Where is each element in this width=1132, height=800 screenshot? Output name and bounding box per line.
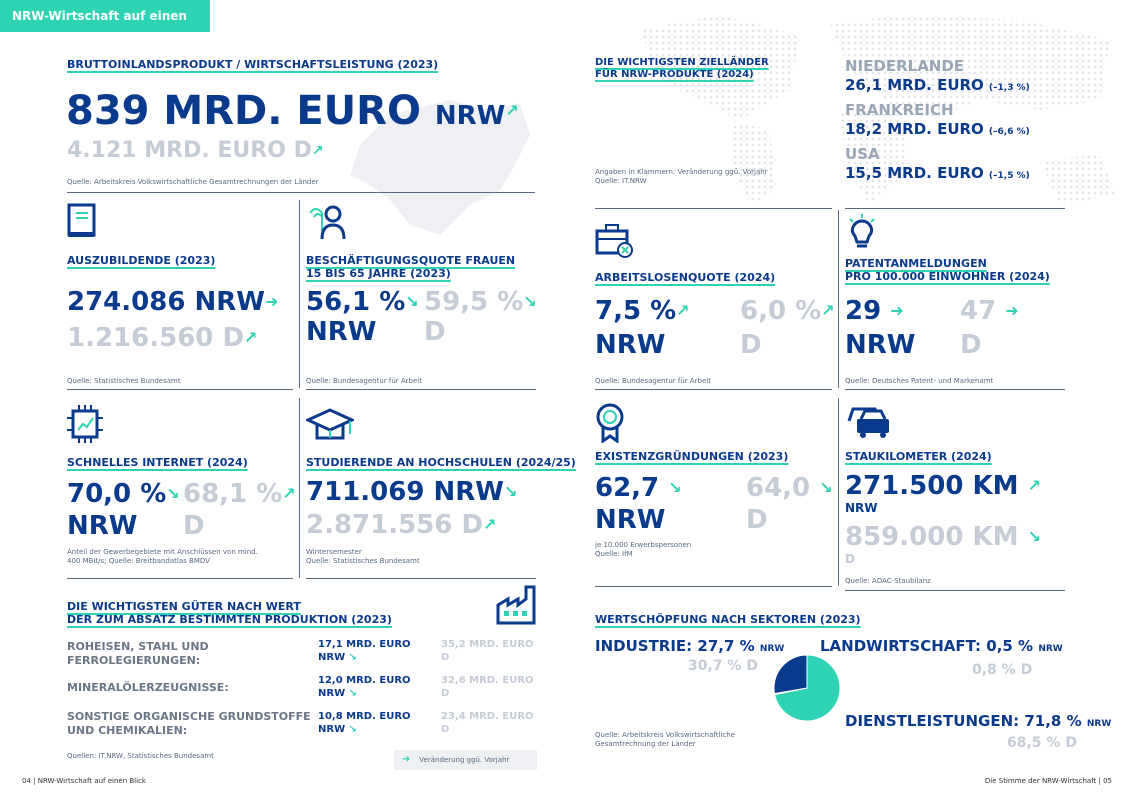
students-source: Wintersemester Quelle: Statistisches Bundesamt: [306, 548, 420, 565]
traffic-d-value: 859.000 KM ↘: [845, 522, 1041, 552]
briefcase-icon: [595, 223, 635, 259]
agri-label: LANDWIRTSCHAFT: 0,5 % NRW: [820, 637, 1063, 655]
badge-icon: [595, 403, 625, 443]
startups-source: je 10.000 Erwerbspersonen Quelle: IfM: [595, 541, 692, 558]
divider: [299, 200, 300, 388]
arrow-down-icon: ↘: [503, 482, 518, 501]
divider: [595, 208, 832, 209]
unemployment-source: Quelle: Bundesagentur für Arbeit: [595, 377, 711, 385]
divider: [838, 398, 839, 586]
sectors-pie-chart: [772, 653, 842, 723]
goods-title: DIE WICHTIGSTEN GÜTER NACH WERT DER ZUM ABSATZ BESTIMMTEN PRODUKTION (2023): [67, 600, 392, 626]
gdp-d-value: 4.121 MRD. EURO D↗: [67, 138, 324, 163]
startups-d-value: 64,0 ↘ D: [746, 473, 833, 535]
country-item: NIEDERLANDE 26,1 MRD. EURO (–1,3 %): [845, 57, 1030, 94]
unemployment-d-value: 6,0 %↗ D: [740, 296, 835, 360]
women-nrw-value: 56,1 %↘ NRW: [306, 287, 419, 347]
factory-icon: [496, 585, 538, 625]
traffic-d-label: D: [845, 552, 855, 566]
legend-box: ➜ Veränderung ggü. Vorjahr: [394, 750, 537, 770]
arrow-down-icon: ↘: [348, 724, 357, 735]
arrow-down-icon: ↘: [668, 478, 682, 497]
arrow-down-icon: ↘: [166, 484, 180, 503]
agri-d: 0,8 % D: [972, 662, 1033, 678]
country-name: NIEDERLANDE: [845, 57, 965, 75]
divider: [838, 210, 839, 388]
industry-d: 30,7 % D: [688, 658, 758, 674]
country-name: FRANKREICH: [845, 101, 954, 119]
gdp-nrw-value: 839 MRD. EURO NRW↗: [66, 88, 519, 134]
export-title: DIE WICHTIGSTEN ZIELLÄNDER FÜR NRW-PRODUKTE (2024): [595, 57, 769, 80]
apprentices-source: Quelle: Statistisches Bundesamt: [67, 377, 181, 385]
arrow-right-icon: ➜: [402, 754, 411, 765]
students-d-value: 2.871.556 D↗: [306, 510, 497, 540]
lightbulb-icon: [847, 214, 877, 252]
arrow-up-icon: ↗: [311, 143, 324, 159]
patents-d-value: 47 ➜ D: [960, 296, 1019, 360]
pie-slice-industrie: [774, 655, 807, 694]
unemployment-title: ARBEITSLOSENQUOTE (2024): [595, 271, 776, 284]
apprentices-d-value: 1.216.560 D↗: [67, 323, 258, 353]
chip-icon: [67, 405, 103, 443]
traffic-title: STAUKILOMETER (2024): [845, 450, 992, 463]
divider: [67, 192, 535, 193]
services-d: 68,5 % D: [1007, 735, 1077, 751]
women-source: Quelle: Bundesagentur für Arbeit: [306, 377, 422, 385]
traffic-nrw-value: 271.500 KM ↗: [845, 471, 1041, 501]
goods-source: Quellen: IT.NRW, Statistisches Bundesamt: [67, 752, 214, 760]
internet-source: Anteil der Gewerbegebiete mit Anschlüssen von mind. 400 MBit/s; Quelle: Breitbandatlas BMDV: [67, 548, 258, 565]
services-label: DIENSTLEISTUNGEN: 71,8 % NRW: [845, 712, 1112, 730]
goods-row-label: SONSTIGE ORGANISCHE GRUNDSTOFFE UND CHEMIKALIEN:: [67, 710, 311, 737]
apprentices-nrw-value: 274.086 NRW➜: [67, 287, 279, 317]
arrow-down-icon: ↘: [819, 478, 833, 497]
footer-right: Die Stimme der NRW-Wirtschaft | 05: [984, 777, 1112, 785]
divider: [306, 389, 536, 390]
divider: [67, 389, 293, 390]
gdp-title: BRUTTOINLANDSPRODUKT / WIRTSCHAFTSLEISTUNG (2023): [67, 58, 439, 71]
arrow-down-icon: ↘: [348, 652, 357, 663]
arrow-up-icon: ↗: [282, 484, 296, 503]
graduation-cap-icon: [306, 408, 354, 444]
arrow-up-icon: ↗: [244, 328, 258, 347]
internet-d-value: 68,1 %↗ D: [183, 479, 296, 541]
goods-row-nrw: 17,1 MRD. EURO NRW ↘: [318, 639, 411, 663]
arrow-up-icon: ↗: [1027, 476, 1041, 495]
sectors-source: Quelle: Arbeitskreis Volkswirtschaftliche Gesamtrechnung der Länder: [595, 731, 735, 748]
patents-nrw-value: 29 ➜ NRW: [845, 296, 916, 360]
divider: [595, 586, 832, 587]
arrow-down-icon: ↘: [523, 292, 537, 311]
internet-nrw-value: 70,0 %↘ NRW: [67, 479, 180, 541]
goods-row-d: 35,2 MRD. EURO D: [441, 639, 534, 663]
patents-source: Quelle: Deutsches Patent- und Markenamt: [845, 377, 994, 385]
goods-row-nrw: 10,8 MRD. EURO NRW ↘: [318, 711, 411, 735]
traffic-source: Quelle: ADAC-Staubilanz: [845, 577, 931, 585]
country-name: USA: [845, 145, 880, 163]
arrow-down-icon: ↘: [1027, 527, 1041, 546]
arrow-right-icon: ➜: [1005, 301, 1019, 320]
arrow-down-icon: ↘: [405, 292, 419, 311]
goods-row-d: 32,6 MRD. EURO D: [441, 675, 534, 699]
divider: [306, 578, 536, 579]
goods-row-label: ROHEISEN, STAHL UND FERROLEGIERUNGEN:: [67, 640, 209, 667]
traffic-nrw-label: NRW: [845, 501, 878, 515]
woman-icon: [306, 203, 346, 241]
car-icon: [845, 403, 891, 439]
book-icon: [67, 203, 97, 239]
women-employment-title: BESCHÄFTIGUNGSQUOTE FRAUEN 15 BIS 65 JAHRE (2023): [306, 254, 516, 280]
internet-title: SCHNELLES INTERNET (2024): [67, 456, 248, 469]
divider: [67, 578, 293, 579]
goods-row-label: MINERALÖLERZEUGNISSE:: [67, 681, 229, 694]
goods-row-d: 23,4 MRD. EURO D: [441, 711, 534, 735]
students-title: STUDIERENDE AN HOCHSCHULEN (2024/25): [306, 456, 576, 469]
country-item: USA 15,5 MRD. EURO (–1,5 %): [845, 145, 1030, 182]
apprentices-title: AUSZUBILDENDE (2023): [67, 254, 216, 267]
export-note: Angaben in Klammern: Veränderung ggü. Vorjahr Quelle: IT.NRW: [595, 168, 768, 185]
goods-row-nrw: 12,0 MRD. EURO NRW ↘: [318, 675, 411, 699]
divider: [845, 208, 1065, 209]
footer-left: 04 | NRW-Wirtschaft auf einen Blick: [22, 777, 146, 785]
sectors-title: WERTSCHÖPFUNG NACH SEKTOREN (2023): [595, 613, 861, 626]
arrow-up-icon: ↗: [821, 301, 835, 320]
students-nrw-value: 711.069 NRW↘: [306, 477, 518, 507]
startups-nrw-value: 62,7 ↘ NRW: [595, 473, 682, 535]
country-item: FRANKREICH 18,2 MRD. EURO (–6,6 %): [845, 101, 1030, 138]
arrow-up-icon: ↗: [505, 101, 519, 120]
divider: [299, 398, 300, 578]
arrow-down-icon: ↘: [348, 688, 357, 699]
divider: [845, 389, 1065, 390]
patents-title: PATENTANMELDUNGEN PRO 100.000 EINWOHNER (2024): [845, 257, 1050, 283]
unemployment-nrw-value: 7,5 %↗ NRW: [595, 296, 690, 360]
divider: [845, 590, 1065, 591]
divider: [595, 389, 832, 390]
industry-label: INDUSTRIE: 27,7 % NRW: [595, 637, 785, 655]
arrow-up-icon: ↗: [483, 515, 497, 534]
women-d-value: 59,5 %↘ D: [424, 287, 537, 347]
arrow-right-icon: ➜: [264, 292, 279, 311]
startups-title: EXISTENZGRÜNDUNGEN (2023): [595, 450, 789, 463]
gdp-source: Quelle: Arbeitskreis Volkswirtschaftliche Gesamtrechnungen der Länder: [67, 178, 319, 186]
section-tag: NRW-Wirtschaft auf einen Blick: [0, 0, 210, 32]
arrow-up-icon: ↗: [676, 301, 690, 320]
arrow-right-icon: ➜: [890, 301, 904, 320]
